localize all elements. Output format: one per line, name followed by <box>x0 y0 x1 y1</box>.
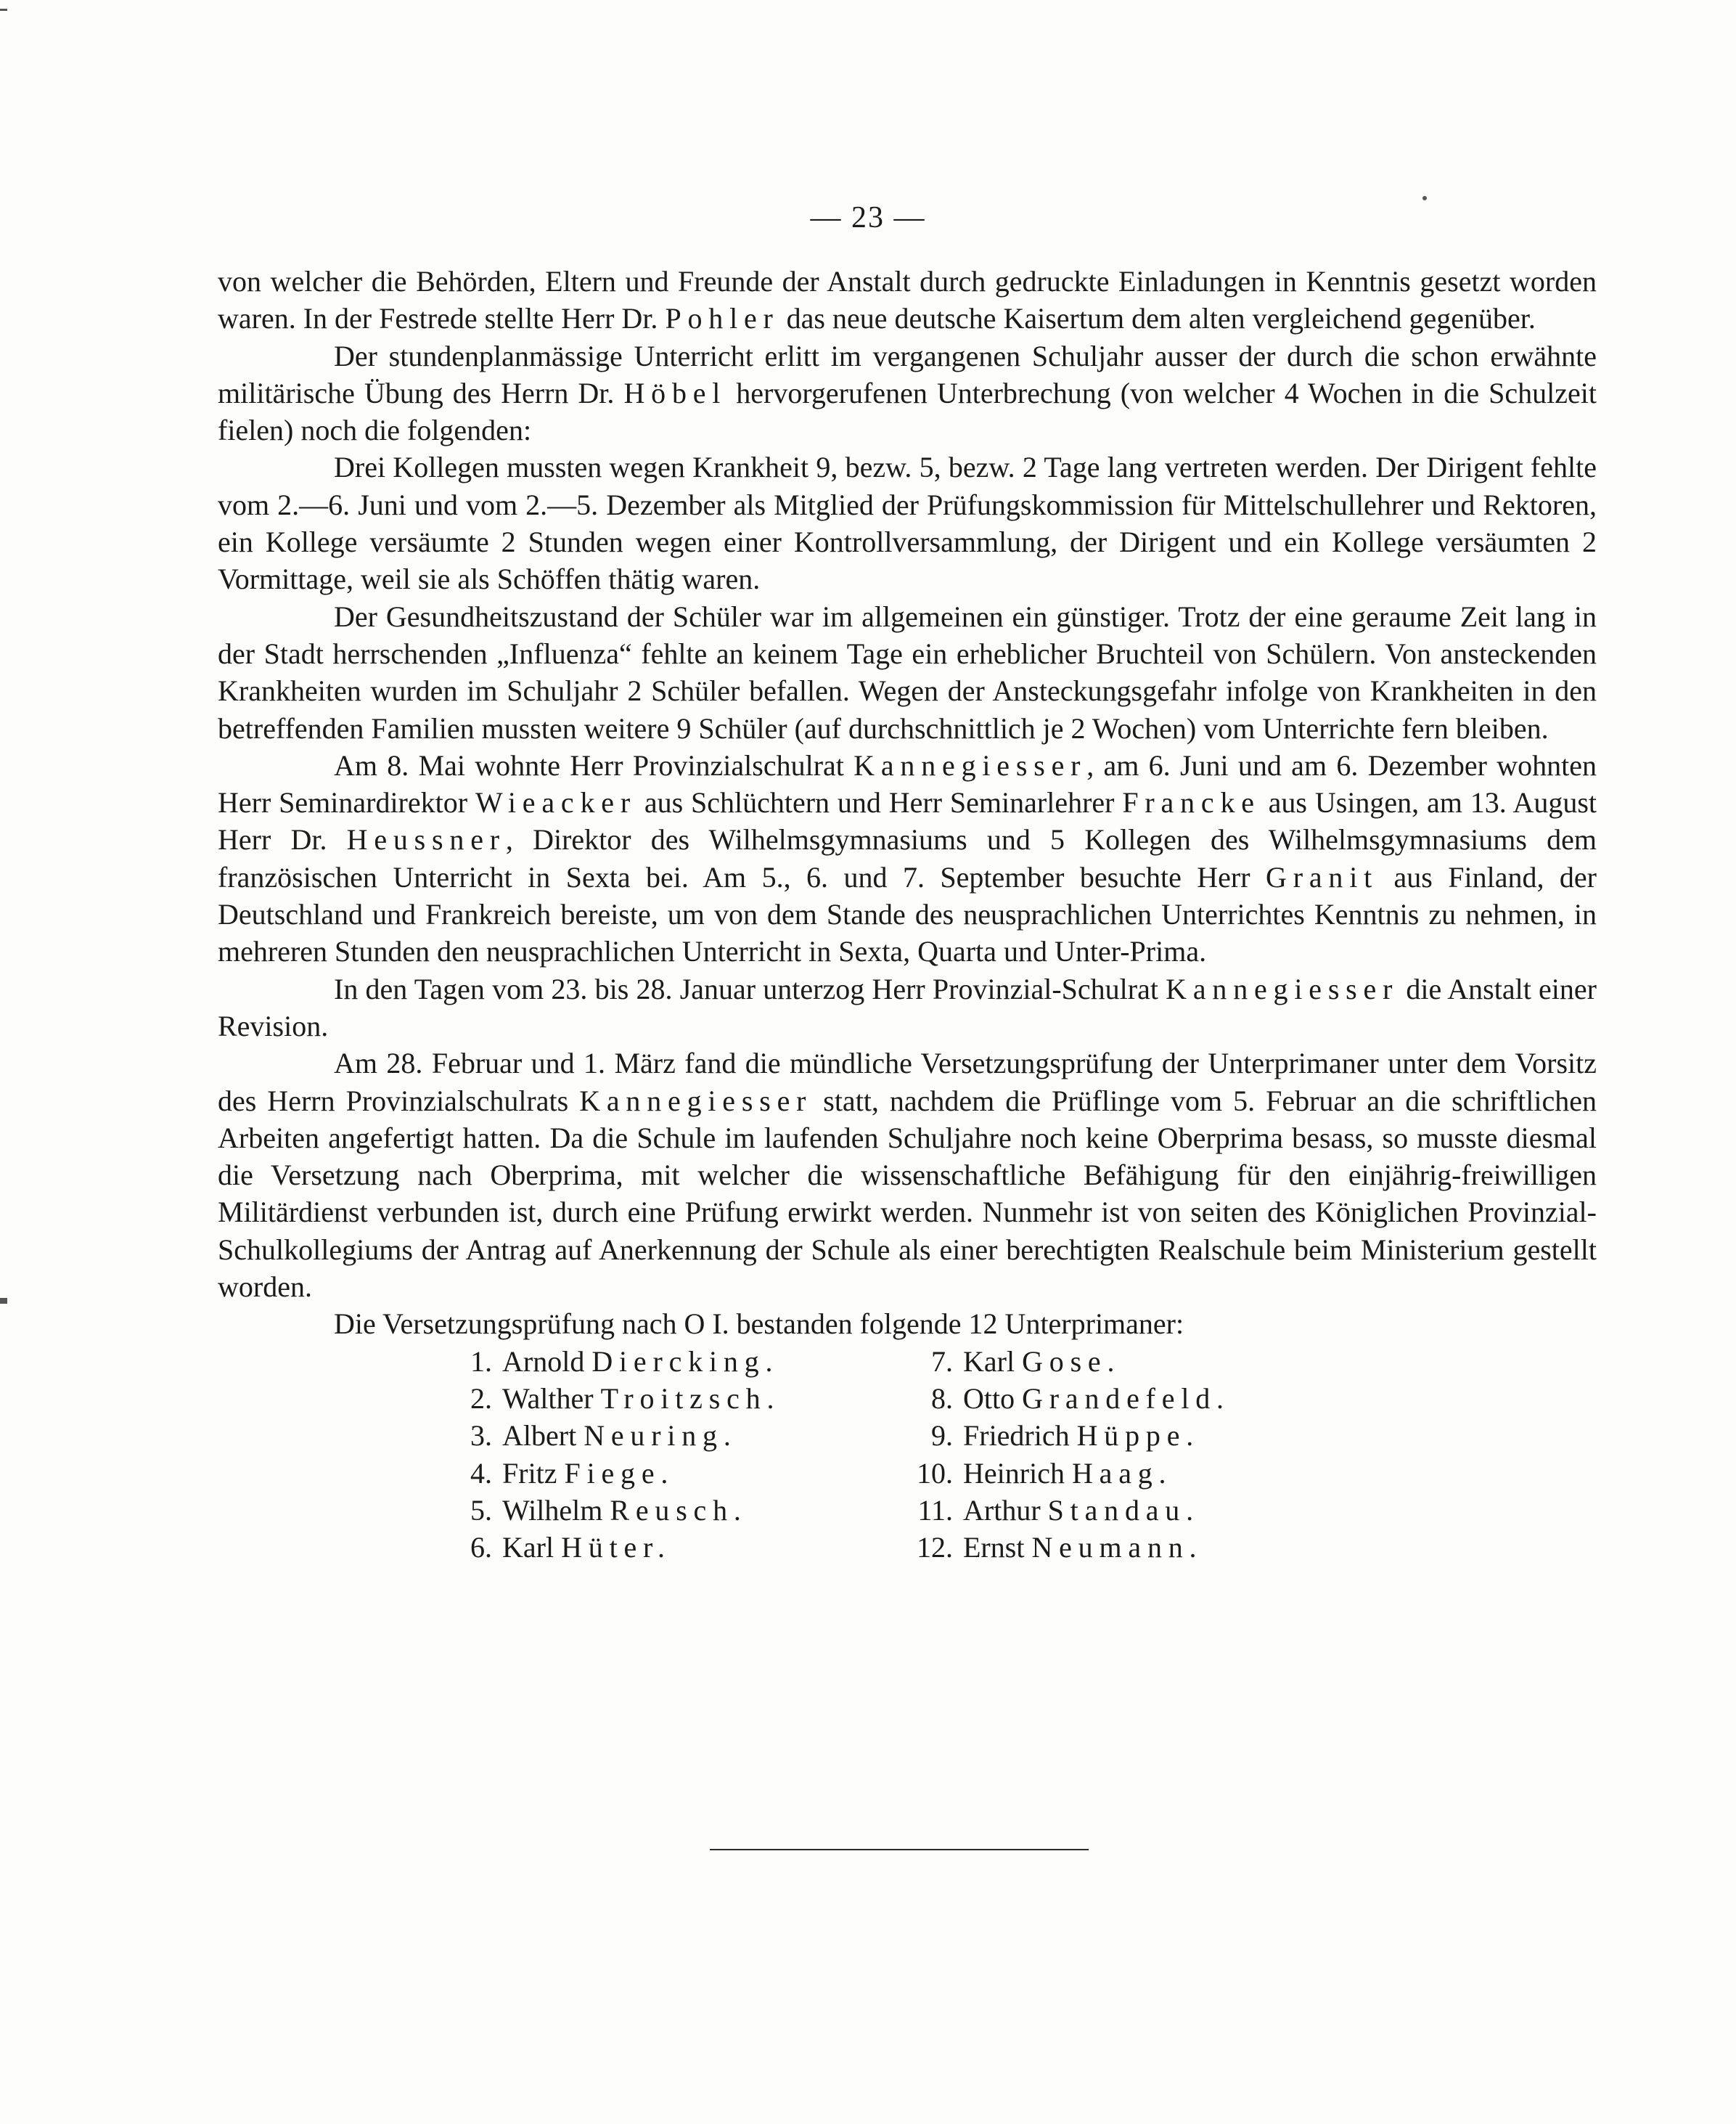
entry-number: 1. <box>470 1344 492 1378</box>
body-text <box>218 263 1597 1677</box>
text-run: aus Finland, der Deutschland und Frankreich bereiste, um von dem Stande des neusprachlichen Unterrichtes Kenntnis zu nehmen, in mehreren Stunden den neusprachlichen Unterricht in Sexta, Quarta und Unter-Prima. <box>218 860 1597 968</box>
scan-edge-mark <box>0 1298 7 1304</box>
last-name: Troitzsch. <box>600 1381 781 1415</box>
first-name: Ernst <box>963 1531 1025 1564</box>
names-column-right <box>896 1343 1230 1567</box>
last-name: Neumann. <box>1031 1531 1203 1564</box>
last-name: Fiege. <box>564 1456 675 1490</box>
entry-number: 3. <box>470 1419 492 1453</box>
entry-number: 2. <box>470 1381 492 1415</box>
last-name: Hüter. <box>561 1531 671 1564</box>
last-name: Standau. <box>1047 1493 1200 1527</box>
paragraph <box>218 747 1597 971</box>
entry-number: 7. <box>931 1344 953 1378</box>
text-run: In den Tagen vom 23. bis 28. Januar unterzog Herr Provinzial-Schulrat <box>334 972 1166 1005</box>
first-name: Arnold <box>502 1344 585 1378</box>
paragraph <box>218 1045 1597 1305</box>
spaced-name: Kannegiesser <box>1166 972 1399 1005</box>
entry-number: 12. <box>917 1531 953 1564</box>
last-name: Gose. <box>1022 1344 1121 1378</box>
entry-number: 6. <box>470 1531 492 1564</box>
entry-number: 4. <box>470 1456 492 1490</box>
text-run: die Anstalt einer Revision. <box>218 972 1597 1042</box>
scan-edge-mark <box>0 9 7 11</box>
text-run: Am 8. Mai wohnte Herr Provinzialschulrat <box>334 748 854 782</box>
text-run: Drei Kollegen mussten wegen Krankheit 9, bezw. 5, bezw. 2 Tage lang vertreten werden. Der Dirigent fehlte vom 2.—6. Juni und vom 2.—5. Dezember als Mitglied der Prüfungskommission für Mittelschullehrer und Rektoren, ein Kollege versäumte 2 Stunden wegen einer Kontrollversammlung, der Dirigent und ein Kollege versäumten 2 Vormittage, weil sie als Schöffen thätig waren. <box>218 451 1597 596</box>
last-name: Neuring. <box>584 1419 737 1453</box>
spaced-name: Francke <box>1122 786 1261 820</box>
first-name: Wilhelm <box>502 1493 603 1527</box>
entry-number: 9. <box>931 1419 953 1453</box>
closing-rule <box>710 1849 1089 1850</box>
text-run: , Direktor des Wilhelmsgymnasiums und 5 Kollegen des Wilhelmsgymnasiums dem französischen Unterricht in Sexta bei. Am 5., 6. und 7. September besuchte Herr <box>218 823 1597 894</box>
name-entry <box>896 1343 1230 1380</box>
name-entry <box>896 1529 1230 1566</box>
first-name: Friedrich <box>963 1419 1070 1453</box>
text-run: aus Schlüchtern und Herr Seminarlehrer <box>636 786 1123 820</box>
text-run: das neue deutsche Kaisertum dem alten vergleichend gegenüber. <box>779 302 1536 335</box>
names-column-left <box>435 1343 780 1567</box>
name-entry <box>896 1380 1230 1417</box>
spaced-name: Granit <box>1266 860 1379 894</box>
name-entry <box>435 1455 780 1492</box>
text-run: von welcher die Behörden, Eltern und Freunde der Anstalt durch gedruckte Einladungen in Kenntnis gesetzt worden waren. In der Festrede stellte Herr Dr. <box>218 265 1597 335</box>
first-name: Karl <box>502 1531 554 1564</box>
paragraph <box>218 598 1597 747</box>
paragraph-container <box>218 263 1597 1305</box>
text-run: Der stundenplanmässige Unterricht erlitt im vergangenen Schuljahr ausser der durch die schon erwähnte militärische Übung des Herrn Dr. <box>218 339 1597 409</box>
spaced-name: Pohler <box>665 302 779 335</box>
text-run: Am 28. Februar und 1. März fand die mündliche Versetzungsprüfung der Unterprimaner unter dem Vorsitz des Herrn Provinzialschulrats <box>218 1047 1597 1117</box>
last-name: Hüppe. <box>1076 1419 1200 1453</box>
last-name: Grandefeld. <box>1022 1381 1230 1415</box>
first-name: Karl <box>963 1344 1015 1378</box>
entry-number: 8. <box>931 1381 953 1415</box>
name-entry <box>896 1417 1230 1454</box>
name-entry <box>896 1455 1230 1492</box>
entry-number: 11. <box>917 1493 953 1527</box>
spaced-name: Kannegiesser <box>853 748 1087 782</box>
paragraph <box>218 449 1597 597</box>
name-entry <box>435 1417 780 1454</box>
name-entry <box>435 1492 780 1529</box>
first-name: Fritz <box>502 1456 557 1490</box>
first-name: Heinrich <box>963 1456 1065 1490</box>
last-name: Haag. <box>1071 1456 1173 1490</box>
first-name: Arthur <box>963 1493 1041 1527</box>
text-run: Der Gesundheitszustand der Schüler war im allgemeinen ein günstiger. Trotz der eine geraume Zeit lang in der Stadt herrschenden „Influenza“ fehlte an keinem Tage ein erheblicher Bruchteil von Schülern. Von ansteckenden Krankheiten wurden im Schuljahr 2 Schüler befallen. Wegen der Ansteckungsgefahr infolge von Krankheiten in den betreffenden Familien mussten weitere 9 Schüler (auf durchschnittlich je 2 Wochen) vom Unterrichte fern bleiben. <box>218 600 1597 745</box>
name-entry <box>896 1492 1230 1529</box>
page-number: — 23 — <box>810 201 926 234</box>
last-name: Reusch. <box>610 1493 748 1527</box>
entry-number: 10. <box>917 1456 953 1490</box>
text-run: aus Usingen, am 13. August Herr Dr. <box>218 786 1597 857</box>
name-entry <box>435 1343 780 1380</box>
text-run: statt, nachdem die Prüflinge vom 5. Februar an die schriftlichen Arbeiten angefertigt hatten. Da die Schule im laufenden Schuljahre noch keine Oberprima besass, so musste diesmal die Versetzung nach Oberprima, mit welcher die wissenschaftliche Befähigung für den einjährig-freiwilligen Militärdienst verbunden ist, durch eine Prüfung erwirkt werden. Nunmehr ist von seiten des Königlichen Provinzial-Schulkollegiums der Antrag auf Anerkennung der Schule als einer berechtigten Realschule beim Ministerium gestellt worden. <box>218 1084 1597 1304</box>
text-run: hervorgerufenen Unterbrechung (von welcher 4 Wochen in die Schulzeit fielen) noch die folgenden: <box>218 376 1597 447</box>
paragraph <box>218 971 1597 1045</box>
names-intro: Die Versetzungsprüfung nach O I. bestanden folgende 12 Unterprimaner: <box>334 1307 1184 1341</box>
spaced-name: Kannegiesser <box>579 1084 813 1117</box>
spaced-name: Heussner <box>346 823 506 857</box>
name-entry <box>435 1529 780 1566</box>
entry-number: 5. <box>470 1493 492 1527</box>
paragraph <box>218 338 1597 449</box>
names-list <box>218 1343 1597 1677</box>
text-run: , am 6. Juni und am 6. Dezember wohnten Herr Seminardirektor <box>218 748 1597 820</box>
last-name: Diercking. <box>591 1344 779 1378</box>
spaced-name: Wieacker <box>475 786 636 820</box>
scan-edge-mark <box>1422 196 1427 200</box>
paragraph <box>218 263 1597 338</box>
first-name: Walther <box>502 1381 594 1415</box>
name-entry <box>435 1380 780 1417</box>
first-name: Albert <box>502 1419 577 1453</box>
first-name: Otto <box>963 1381 1015 1415</box>
spaced-name: Höbel <box>623 376 727 409</box>
